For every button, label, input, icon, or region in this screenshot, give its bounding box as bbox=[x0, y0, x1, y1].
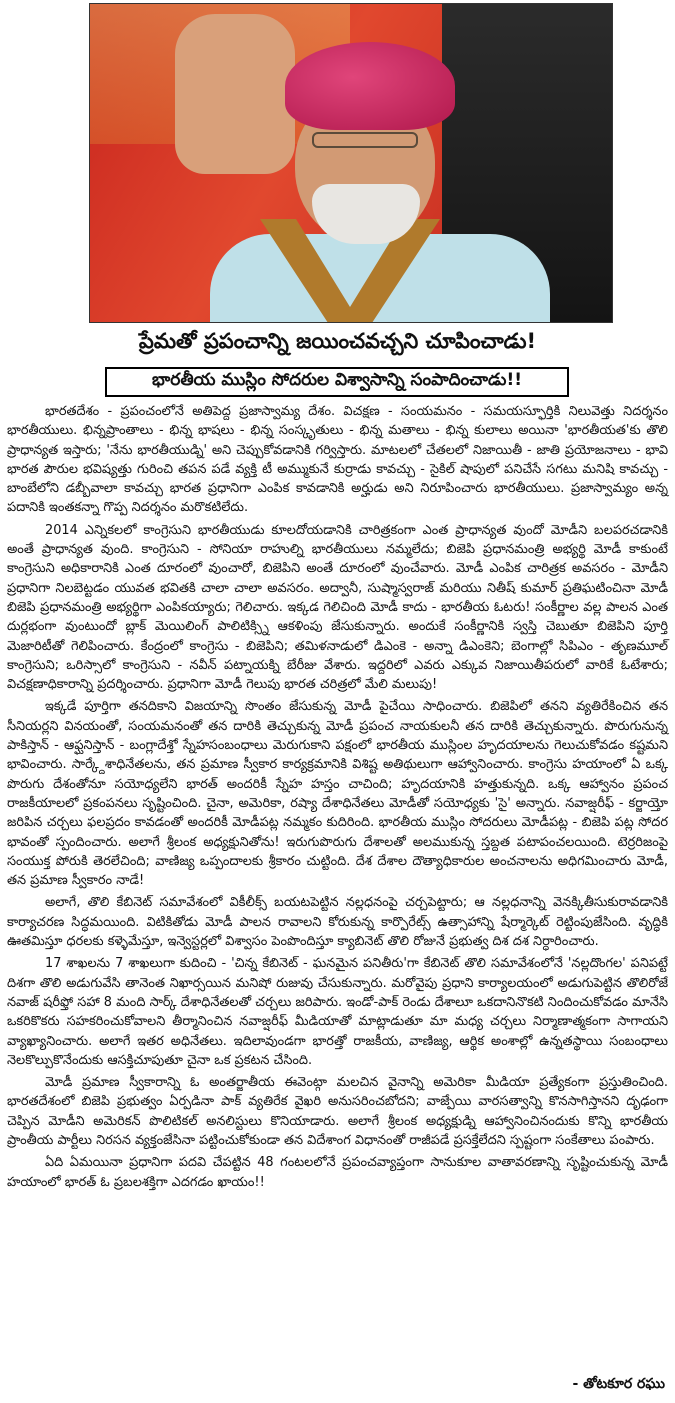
byline: - తోటకూర రఘు bbox=[572, 1376, 665, 1392]
paragraph: 2014 ఎన్నికలలో కాంగ్రెసుని భారతీయుడు కూలదోయడానికి చారిత్రకంగా ఎంత ప్రాధాన్యత వుందో మోడీని బలపరచడానికి అంతే ప్రాధాన్యత వుంది. కాంగ్రెసుని - సోనియా రాహుల్ని భారతీయులు నమ్మలేదు; బిజెపి ప్రధానమంత్రి అభ్యర్థి మోడీ కాకుంటే కాంగ్రెసుని అధికారానికి ఎంత దూరంలో వుంచారో, బిజెపిని అంతే దూరంలో వుంచేవారు. మోడీ ఎంపిక చారిత్రక అవసరం - మోడీని ప్రధానిగా నిలబెట్టడం యువత భవితకి చాలా చాలా అవసరం. అద్వానీ, సుష్మాస్వరాజ్ మరియు నితీష్ కుమార్ ప్రతిఘటించినా మోడీ బిజెపి ప్రధానమంత్రి అభ్యర్థిగా ఎంపికయ్యారు; గెలిచారు. ఇక్కడ గెలిచింది మోడీ కాదు - భారతీయ ఓటరు! సంకీర్ణాల వల్ల పాలన ఎంత దుర్లభంగా వుంటుందో బ్లాక్ మెయిలింగ్ పాలిటిక్స్ని ఆకళింపు జేసుకున్నారు. అందుకే సంకీర్ణానికి స్వస్తి చెబుతూ బిజెపిని పూర్తి మెజారిటీతో గెలిపించారు. కేంద్రంలో కాంగ్రెసు - బిజెపిని; తమిళనాడులో డిఎంకె - అన్నా డిఎంకెని; బెంగాల్లో సిపిఎం - తృణమూల్ కాంగ్రెసుని; ఒరిస్సాలో కాంగ్రెసుని - నవీన్ పట్నాయక్ని బేరీజు వేశారు. ఇద్దరిలో ఎవరు ఎక్కువ నిజాయితీపరులో వారికే ఓటేశారు; విచక్షణాధికారాన్ని ప్రదర్శించారు. ప్రధానిగా మోడీ గెలుపు భారత చరిత్రలో మేలి మలుపు! bbox=[7, 522, 668, 693]
paragraph: 17 శాఖలను 7 శాఖలుగా కుదించి - 'చిన్న కేబినెట్ - ఘనమైన పనితీరు'గా కేబినెట్ తొలి సమావేశంలోనే 'నల్లదొంగల' పనిపట్టే దిశగా తొలి అడుగువేసి తానెంత నిఖార్సయిన మనిషో రుజువు చేసుకున్నారు. మరోవైపు ప్రధాని కార్యాలయంలో అడుగుపెట్టిన తొలిరోజే నవాజ్ షరీఫ్తో సహా 8 మంది సార్క్ దేశాధినేతలతో చర్చలు జరిపారు. ఇండో-పాక్ రెండు దేశాలూ ఒకదానినొకటి నిందించుకోవడం మానేసి ఒకరికొకరు సహకరించుకోవాలని తీర్మానించిన నవాజ్షరీఫ్ మీడియాతో మాట్లాడుతూ మా మధ్య చర్చలు నిర్మాణాత్మకంగా సాగాయని వ్యాఖ్యానించారు. అలాగే ఇతర అధినేతలు. ఇదిలావుండగా భారత్తో రాజకీయ, వాణిజ్య, ఆర్థిక అంశాల్లో ఉన్నతస్థాయి సంబంధాలు నెలకొల్పుకొనేందుకు ఆసక్తిచూపుతూ చైనా ఒక ప్రకటన చేసింది. bbox=[7, 956, 668, 1068]
paragraph: మోడీ ప్రమాణ స్వీకారాన్ని ఓ అంతర్జాతీయ ఈవెంట్గా మలచిన వైనాన్ని అమెరికా మీడియా ప్రత్యేకంగా ప్రస్తుతించింది. భారతదేశంలో బిజెపి ప్రభుత్వం ఏర్పడినా పాక్ వ్యతిరేక వైఖరి అనుసరించబోదని; వాజ్పేయి వారసత్వాన్ని కొనసాగిస్తానని దృఢంగా చెప్పిన మోడీని అమెరికన్ పొలిటికల్ అనలిస్టులు కొనియాడారు. అలాగే శ్రీలంక అధ్యక్షుడ్ని ఆహ్వానించినందుకు కొన్ని భారతీయ ప్రాంతీయ పార్టీలు నిరసన వ్యక్తంజేసినా పట్టించుకోకుండా తన విదేశాంగ విధానంతో రాజీపడే ప్రసక్తేలేదని స్పష్టంగా సంకేతాలు పంపారు. bbox=[7, 1075, 669, 1148]
paragraph: అలాగే, తొలి కేబినెట్ సమావేశంలో వికీలీక్స్ బయటపెట్టిన నల్లధనంపై చర్చపెట్టారు; ఆ నల్లధనాన్ని వెనక్కితీసుకురావడానికి కార్యాచరణ సిద్ధమయింది. విటికితోడు మోడీ పాలన రావాలని కోరుకున్న కార్పొరేట్స్ ఉత్సాహాన్ని షేర్మార్కెట్ రెట్టింపుజేసింది. వృద్ధికి ఊతమిస్తూ ధరలకు కళ్ళెమేస్తూ, ఇన్వెస్టర్లలో విశ్వాసం పెంపొందిస్తూ క్యాబినెట్ తొలి రోజునే ప్రభుత్వ దిశ దశ నిర్ధారించారు. bbox=[7, 895, 668, 950]
subheadline: భారతీయ ముస్లిం సోదరుల విశ్వాసాన్ని సంపాదించాడు!! bbox=[152, 370, 522, 390]
article-photo bbox=[89, 3, 613, 323]
paragraph: ఏది ఏమయినా ప్రధానిగా పదవి చేపట్టిన 48 గంటలలోనే ప్రపంచవ్యాప్తంగా సానుకూల వాతావరణాన్ని సృష్టించుకున్న మోడీ హయాంలో భారత్ ఓ ప్రబలశక్తిగా ఎదగడం ఖాయం!! bbox=[7, 1155, 668, 1190]
article-body bbox=[7, 402, 668, 1195]
subheadline-box bbox=[105, 367, 569, 397]
paragraph: భారతదేశం - ప్రపంచంలోనే అతిపెద్ద ప్రజాస్వామ్య దేశం. విచక్షణ - సంయమనం - సమయస్ఫూర్తికి నిలువెత్తు నిదర్శనం భారతీయులు. భిన్నప్రాంతాలు - భిన్న భాషలు - భిన్న సంస్కృతులు - భిన్న మతాలు - భిన్న కులాలు అయినా 'భారతీయత'కు తొలి ప్రాధాన్యత ఇస్తారు; 'నేను భారతీయుడ్ని' అని చెప్పుకోవడానికి గర్విస్తారు. మాటలలో చేతలలో నిజాయితీ - జాతి ప్రయోజనాలు - భావి భారత పౌరుల భవిష్యత్తు గురించి తపన పడే వ్యక్తి టీ అమ్ముకునే కుర్రాడు కావచ్చు - సైకిల్ షాపులో పనిచేసే సగటు మనిషి కావచ్చు - బాంబేలోని డబ్బీవాలా కావచ్చు భారత ప్రధానిగా ఎంపిక కావడానికి అర్హుడు అని నిరూపించారు భారతీయులు. ప్రజాస్వామ్యం అన్న పదానికి ఇంతకన్నా గొప్ప నిదర్శనం మరొకటిలేదు. bbox=[7, 404, 668, 516]
headline: ప్రేమతో ప్రపంచాన్ని జయించవచ్చని చూపించాడు! bbox=[138, 329, 537, 353]
paragraph: ఇక్కడే పూర్తిగా తనదికాని విజయాన్ని సొంతం జేసుకున్న మోడీ పైచేయి సాధించారు. బిజెపిలో తనని వ్యతిరేకించిన తన సీనియర్లని వినయంతో, సంయమనంతో తన దారికి తెచ్చుకున్న మోడీ ప్రపంచ నాయకులనీ తన దారికి తెచ్చుకున్నారు. పొరుగునున్న పాకిస్తాన్ - ఆఫ్ఘనిస్తాన్ - బంగ్లాదేశ్తో స్నేహసంబంధాలు మెరుగుకాని పక్షంలో భారతీయ ముస్లింల హృదయాలను గెలుచుకోవడం కష్టమని భావించారు. సార్క్దేశాధినేతలను, తన ప్రమాణ స్వీకార కార్యక్రమానికి విశిష్ట అతిథులుగా ఆహ్వానించారు. కాంగ్రెసు హయాంలో ఏ ఒక్క పొరుగు దేశంతోనూ సయోధ్యలేని భారత్ అందరికీ స్నేహ హస్తం చాచింది; హృదయానికి హత్తుకున్నది. ఒక్క ఆహ్వానం ప్రపంచ రాజకీయాలలో ప్రకంపనలు సృష్టించింది. చైనా, అమెరికా, రష్యా దేశాధినేతలు మోడీతో సయోధ్యకు 'సై' అన్నారు. నవాజ్షరీఫ్ - కర్జాయ్తో జరిపిన చర్చలు ఫలప్రదం కావడంతో అందరికీ మోడీపట్ల నమ్మకం కుదిరింది. భారతీయ ముస్లిం సోదరులు మోడీపట్ల - బిజెపి పట్ల సోదర భావంతో స్పందించారు. అలాగే శ్రీలంక అధ్యక్షునితోను! ఇరుగుపొరుగు దేశాలతో అలముకున్న స్తబ్దత పటాపంచలయింది. టెర్రరిజంపై సంయుక్త పోరుకి తెరలేచింది; వాణిజ్య ఒప్పందాలకు శ్రీకారం చుట్టింది. దేశ దేశాల దౌత్యాధికారుల అంచనాలను అధిగమించారు మోడీ, తన ప్రమాణ స్వీకారం నాడే! bbox=[7, 699, 668, 889]
